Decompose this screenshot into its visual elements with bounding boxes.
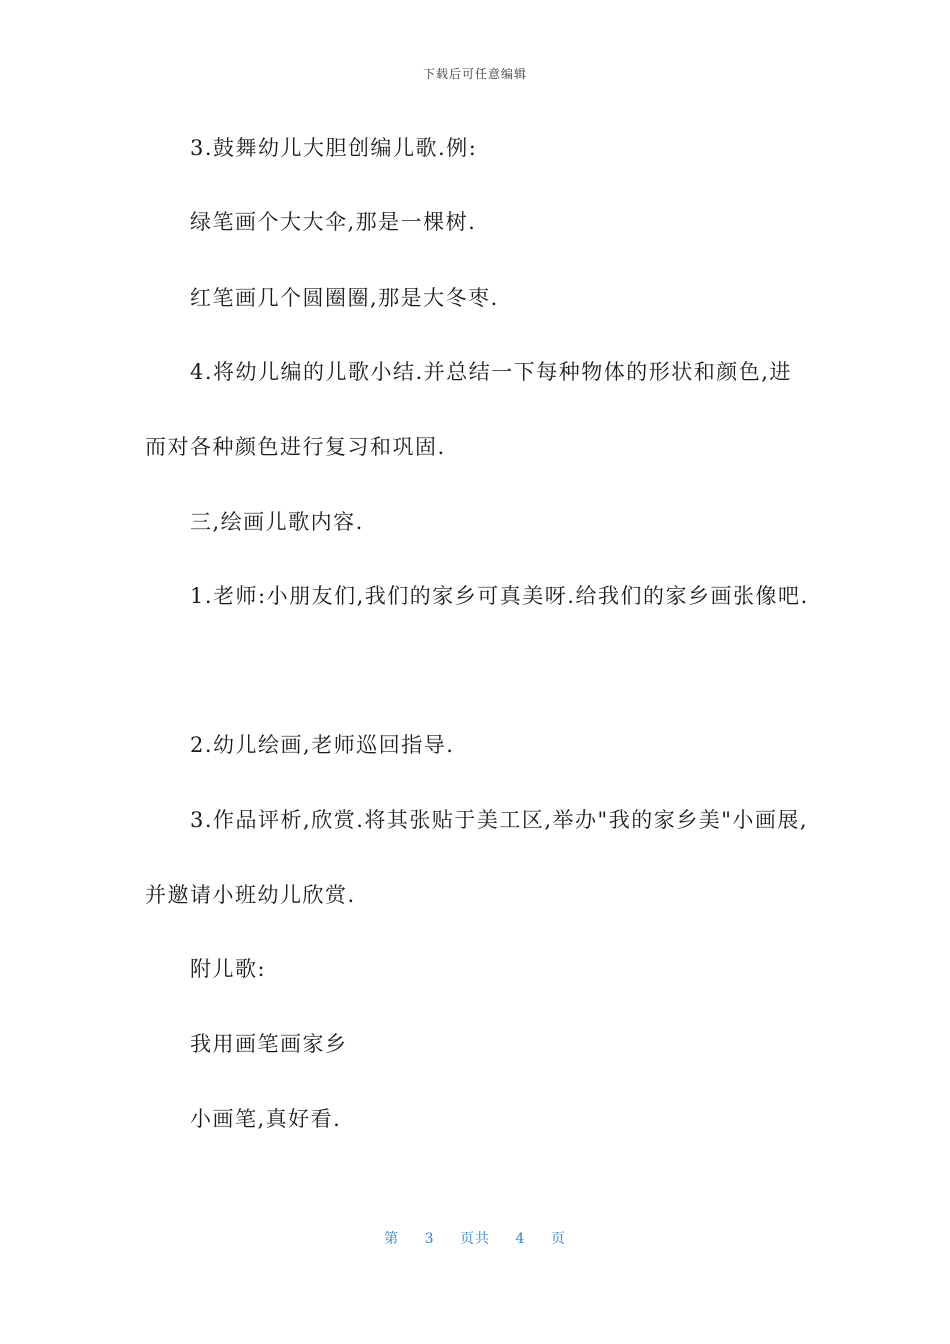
footer-middle: 页共 [460,1231,490,1247]
paragraph-teacher-prompt: 1.老师:小朋友们,我们的家乡可真美呀.给我们的家乡画张像吧. [190,584,809,608]
page-footer [0,1229,950,1249]
paragraph-children-draw: 2.幼儿绘画,老师巡回指导. [190,733,455,757]
paragraph-red-pen: 红笔画几个圆圈圈,那是大冬枣. [190,286,499,310]
footer-prefix: 第 [384,1231,400,1247]
poem-line-1: 我用画笔画家乡 [190,1032,348,1056]
section-heading-draw: 三,绘画儿歌内容. [190,510,364,534]
footer-suffix: 页 [550,1231,566,1247]
paragraph-green-pen: 绿笔画个大大伞,那是一棵树. [190,210,477,234]
poem-line-2: 小画笔,真好看. [190,1107,342,1131]
paragraph-summary-continued: 而对各种颜色进行复习和巩固. [145,435,446,459]
paragraph-appendix-label: 附儿歌: [190,957,267,981]
footer-current-page: 3 [424,1231,435,1247]
footer-total-pages: 4 [515,1231,526,1247]
paragraph-encourage-creation: 3.鼓舞幼儿大胆创编儿歌.例: [190,136,478,160]
paragraph-evaluation: 3.作品评析,欣赏.将其张贴于美工区,举办"我的家乡美"小画展, [190,808,809,832]
page-header: 下载后可任意编辑 [422,67,527,81]
paragraph-evaluation-continued: 并邀请小班幼儿欣赏. [145,883,356,907]
paragraph-summary: 4.将幼儿编的儿歌小结.并总结一下每种物体的形状和颜色,进 [190,360,792,384]
